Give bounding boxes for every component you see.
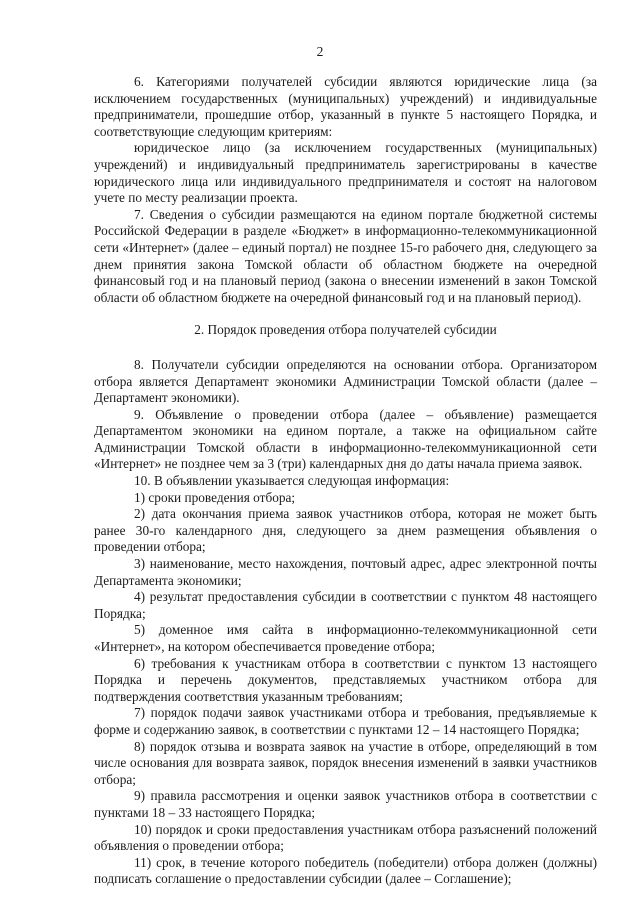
- paragraph-6: 6. Категориями получателей субсидии являются юридические лица (за исключением государственных (муниципальных) учреждений) и индивидуальные предприниматели, прошедшие отбор, указанный в пункте 5 настоящего Порядка, и соответствующие следующим критериям:: [94, 74, 597, 139]
- document-body: [94, 74, 597, 888]
- paragraph-9: 9. Объявление о проведении отбора (далее – объявление) размещается Департаментом экономики на едином портале, а также на официальном сайте Администрации Томской области в информационно-телекоммуникационной сети «Интернет» не позднее чем за 3 (три) календарных дня до даты начала приема заявок.: [94, 406, 597, 472]
- list-item-2: 2) дата окончания приема заявок участников отбора, которая не может быть ранее 30-го календарного дня, следующего за днем размещения объявления о проведении отбора;: [94, 506, 597, 555]
- list-item-7: 7) порядок подачи заявок участниками отбора и требования, предъявляемые к форме и содержанию заявок, в соответствии с пунктами 12 – 14 настоящего Порядка;: [94, 705, 597, 737]
- page-number: 2: [316, 44, 324, 59]
- paragraph-6-criteria: юридическое лицо (за исключением государственных (муниципальных) учреждений) и индивидуальный предприниматель зарегистрированы в качестве юридического лица или индивидуального предпринимателя и состоят на налоговом учете по месту реализации проекта.: [94, 140, 597, 206]
- list-item-4: 4) результат предоставления субсидии в соответствии с пунктом 48 настоящего Порядка;: [94, 589, 597, 621]
- list-item-8: 8) порядок отзыва и возврата заявок на участие в отборе, определяющий в том числе основания для возврата заявок, порядок внесения изменений в заявки участников отбора;: [94, 738, 597, 787]
- paragraph-10: 10. В объявлении указывается следующая информация:: [134, 473, 450, 489]
- list-item-1: 1) сроки проведения отбора;: [134, 489, 296, 505]
- paragraph-7: 7. Сведения о субсидии размещаются на едином портале бюджетной системы Российской Федерации в разделе «Бюджет» в информационно-телекоммуникационной сети «Интернет» (далее – единый портал) не позднее 15-го рабочего дня, следующего за днем принятия закона Томской области об областном бюджете на очередной финансовый год и на плановый период (закона о внесении изменений в закон Томской области об областном бюджете на очередной финансовый год и на плановый период).: [94, 206, 597, 305]
- section-heading: 2. Порядок проведения отбора получателей субсидии: [194, 322, 497, 338]
- list-item-10: 10) порядок и сроки предоставления участникам отбора разъяснений положений объявления о проведении отбора;: [94, 821, 597, 854]
- list-item-5: 5) доменное имя сайта в информационно-телекоммуникационной сети «Интернет», на котором обеспечивается проведение отбора;: [94, 622, 597, 654]
- list-item-6: 6) требования к участникам отбора в соответствии с пунктом 13 настоящего Порядка и перечень документов, представляемых участником отбора для подтверждения соответствия указанным требованиям;: [94, 655, 597, 704]
- list-item-3: 3) наименование, место нахождения, почтовый адрес, адрес электронной почты Департамента экономики;: [94, 556, 597, 588]
- paragraph-8: 8. Получатели субсидии определяются на основании отбора. Организатором отбора является Департамент экономики Администрации Томской области (далее – Департамент экономики).: [94, 356, 597, 406]
- list-item-11: 11) срок, в течение которого победитель (победители) отбора должен (должны) подписать соглашение о предоставлении субсидии (далее – Соглашение);: [94, 854, 597, 887]
- list-item-9: 9) правила рассмотрения и оценки заявок участников отбора в соответствии с пунктами 18 – 33 настоящего Порядка;: [94, 788, 597, 820]
